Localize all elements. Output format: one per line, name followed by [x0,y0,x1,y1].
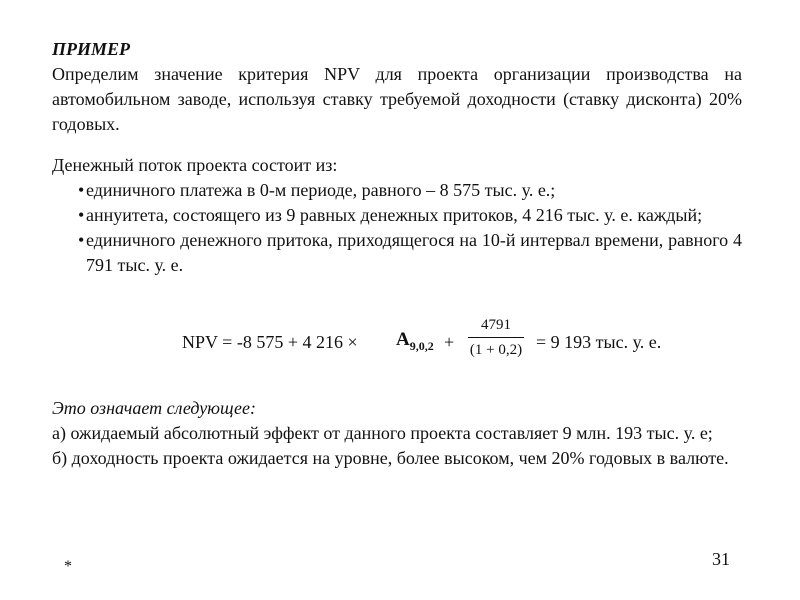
list-item [52,178,742,203]
formula-plus: + [444,332,455,352]
fraction-numerator: 4791 [481,317,511,333]
meaning-item: а) ожидаемый абсолютный эффект от данного проекта составляет 9 млн. 193 тыс. у. е; [52,423,713,443]
list-item [52,203,742,228]
page-number: 31 [712,549,730,569]
fraction-bar [468,337,524,338]
formula-result: = 9 193 тыс. у. е. [536,332,662,352]
meaning-title: Это означает следующее: [52,398,256,418]
cashflow-section [52,153,742,278]
footer-mark: * [64,558,72,575]
list-item-text: единичного денежного притока, приходящегося на 10-й интервал времени, равного 4 791 тыс. у. е. [86,230,742,275]
annuity-factor [396,329,434,354]
formula-lhs: NPV = -8 575 + 4 216 × [182,332,358,352]
example-heading: ПРИМЕР [52,39,131,59]
cashflow-list [52,178,742,278]
annuity-symbol: A [396,329,410,350]
list-item [52,228,742,278]
discount-fraction [464,315,528,360]
bullet-icon: • [78,230,85,250]
example-section [52,37,742,137]
list-item-text: аннуитета, состоящего из 9 равных денежных притоков, 4 216 тыс. у. е. каждый; [86,205,703,225]
intro-paragraph: Определим значение критерия NPV для проекта организации производства на автомобильном заводе, используя ставку требуемой доходности (ставку дисконта) 20% годовых. [52,64,742,134]
bullet-icon: • [78,205,85,225]
cashflow-title: Денежный поток проекта состоит из: [52,155,338,175]
list-item-text: единичного платежа в 0-м периоде, равного – 8 575 тыс. у. е.; [86,180,556,200]
meaning-section [52,396,742,471]
meaning-item: б) доходность проекта ожидается на уровне, более высоком, чем 20% годовых в валюте. [52,448,729,468]
bullet-icon: • [78,180,85,200]
annuity-subscript: 9,0,2 [409,339,434,353]
fraction-denominator: (1 + 0,2) [469,342,523,358]
